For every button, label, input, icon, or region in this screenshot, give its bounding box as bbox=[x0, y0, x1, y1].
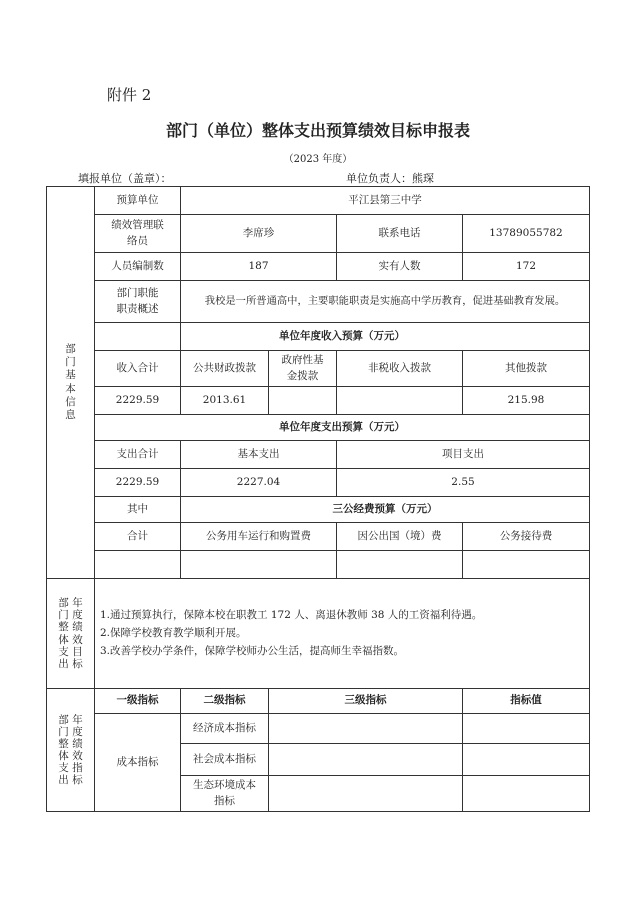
phone-value: 13789055782 bbox=[489, 226, 563, 239]
three-public-header-abroad: 因公出国（境）费 bbox=[357, 529, 442, 542]
indicator-header-value: 指标值 bbox=[510, 694, 542, 707]
goals-section-text: 部 门 整 体 支 出 bbox=[58, 597, 69, 670]
staff-quota-label: 人员编制数 bbox=[111, 259, 164, 272]
three-public-header-total: 合计 bbox=[127, 529, 148, 542]
three-public-prefix: 其中 bbox=[127, 502, 148, 515]
indicator-level2-economic: 经济成本指标 bbox=[193, 721, 256, 734]
expense-value-total: 2229.59 bbox=[115, 475, 160, 488]
income-header-total: 收入合计 bbox=[116, 361, 159, 374]
income-header-other: 其他拨款 bbox=[505, 361, 547, 374]
expense-header-total: 支出合计 bbox=[116, 447, 159, 460]
income-value-public: 2013.61 bbox=[202, 393, 247, 406]
goal-line: 2.保障学校教育教学顺利开展。 bbox=[100, 627, 247, 639]
three-public-heading: 三公经费预算（万元） bbox=[332, 502, 438, 515]
expense-header-project: 项目支出 bbox=[442, 447, 484, 460]
indicators-section-text: 部 门 整 体 支 出 bbox=[58, 713, 69, 787]
three-public-value-abroad bbox=[337, 551, 462, 578]
expense-header-basic: 基本支出 bbox=[237, 447, 280, 460]
income-heading: 单位年度收入预算（万元） bbox=[279, 329, 405, 342]
goals-section-label bbox=[47, 579, 94, 688]
three-public-header-reception: 公务接待费 bbox=[499, 529, 553, 542]
three-public-value-vehicle bbox=[181, 551, 336, 578]
income-value-total: 2229.59 bbox=[115, 393, 160, 406]
attachment-label: 附件 2 bbox=[107, 86, 152, 104]
expense-value-basic: 2227.04 bbox=[236, 475, 281, 488]
goal-line: 1.通过预算执行，保障本校在职教工 172 人、离退休教师 38 人的工资福利待遇。 bbox=[100, 609, 483, 621]
income-header-fund: 政府性基金拨款 bbox=[281, 354, 324, 382]
indicator-level2-ecological: 生态环境成本指标 bbox=[193, 779, 256, 807]
page-title: 部门（单位）整体支出预算绩效目标申报表 bbox=[165, 121, 470, 140]
actual-staff-value: 172 bbox=[515, 259, 537, 272]
unit-head-label: 单位负责人：熊琛 bbox=[346, 172, 434, 185]
budget-unit-value: 平江县第三中学 bbox=[348, 193, 422, 206]
table-rule bbox=[46, 811, 590, 812]
contact-label: 绩效管理联络员 bbox=[111, 219, 164, 247]
indicators-section-label bbox=[47, 689, 94, 811]
phone-label: 联系电话 bbox=[378, 226, 421, 239]
duties-label: 部门职能职责概述 bbox=[116, 287, 159, 315]
goals-text bbox=[100, 606, 482, 660]
income-header-nontax: 非税收入拨款 bbox=[368, 361, 431, 374]
fill-unit-label: 填报单位（盖章）： bbox=[78, 172, 172, 185]
expense-heading: 单位年度支出预算（万元） bbox=[279, 420, 405, 433]
three-public-value-reception bbox=[463, 551, 589, 578]
contact-value: 李席珍 bbox=[242, 226, 275, 239]
indicator-level2-social: 社会成本指标 bbox=[193, 752, 256, 765]
income-header-public: 公共财政拨款 bbox=[193, 361, 256, 374]
staff-quota-value: 187 bbox=[248, 259, 269, 272]
year-label: （2023 年度） bbox=[283, 154, 353, 165]
indicator-header-level3: 三级指标 bbox=[344, 694, 387, 707]
expense-value-project: 2.55 bbox=[451, 475, 475, 488]
income-value-fund bbox=[269, 387, 336, 414]
goal-line: 3.改善学校办学条件，保障学校师办公生活，提高师生幸福指数。 bbox=[100, 645, 405, 657]
actual-staff-label: 实有人数 bbox=[378, 259, 421, 272]
basic-info-label: 部 门 基 本 信 息 bbox=[65, 343, 76, 421]
basic-info-section-label bbox=[47, 187, 94, 578]
indicator-header-level2: 二级指标 bbox=[203, 694, 246, 707]
table-rule bbox=[589, 186, 590, 812]
budget-unit-label: 预算单位 bbox=[116, 193, 159, 206]
duties-value: 我校是一所普通高中，主要职能职责是实施高中学历教育，促进基础教育发展。 bbox=[204, 295, 566, 308]
income-value-other: 215.98 bbox=[507, 393, 545, 406]
indicator-header-level1: 一级指标 bbox=[116, 694, 159, 707]
indicator-level1-cost: 成本指标 bbox=[116, 755, 159, 768]
income-value-nontax bbox=[337, 387, 462, 414]
table-rule bbox=[46, 578, 590, 579]
three-public-value-total bbox=[95, 551, 180, 578]
indicators-sub-text: 年 度 绩 效 指 标 bbox=[72, 713, 83, 787]
three-public-header-vehicle: 公务用车运行和购置费 bbox=[206, 529, 311, 542]
goals-sub-text: 年 度 绩 效 目 标 bbox=[72, 597, 83, 670]
